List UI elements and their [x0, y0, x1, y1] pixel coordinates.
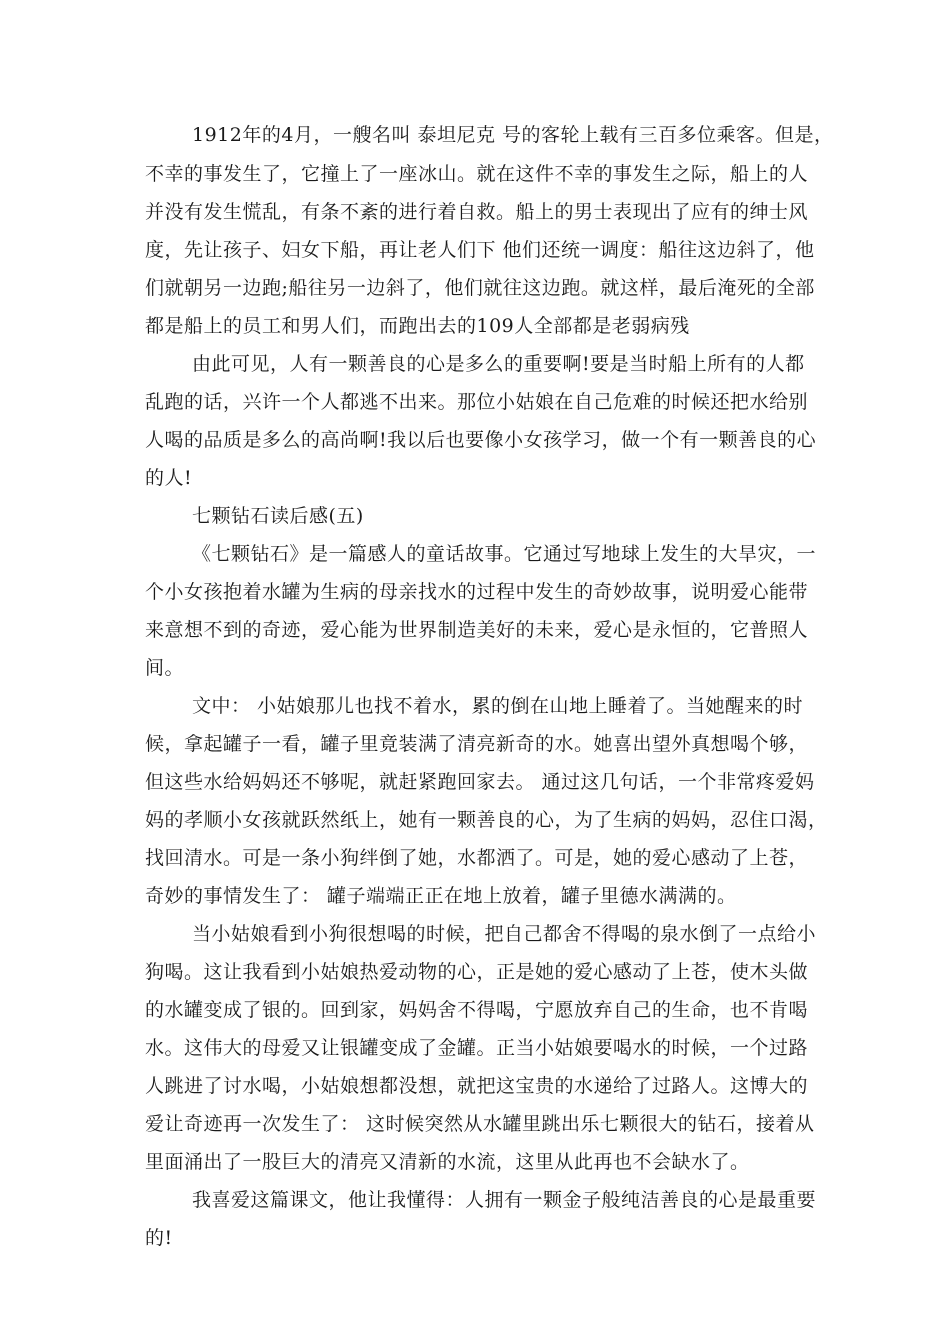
text-line: 《七颗钻石》是一篇感人的童话故事。它通过写地球上发生的大旱灾，一: [192, 543, 817, 565]
text-line: 来意想不到的奇迹，爱心能为世界制造美好的未来，爱心是永恒的，它普照人: [145, 619, 809, 641]
text-line: 间。: [145, 657, 185, 679]
text-line: 由此可见，人有一颗善良的心是多么的重要啊!要是当时船上所有的人都: [192, 353, 805, 375]
text-line: 乱跑的话，兴许一个人都逃不出来。那位小姑娘在自己危难的时候还把水给别: [145, 391, 809, 413]
text-line: 狗喝。这让我看到小姑娘热爱动物的心，正是她的爱心感动了上苍，使木头做: [145, 961, 809, 983]
text-line: 文中： 小姑娘那儿也找不着水，累的倒在山地上睡着了。当她醒来的时: [192, 695, 804, 717]
text-line: 并没有发生慌乱，有条不紊的进行着自救。船上的男士表现出了应有的绅士风: [145, 201, 809, 223]
text-line: 人喝的品质是多么的高尚啊!我以后也要像小女孩学习，做一个有一颗善良的心: [145, 429, 817, 451]
text-line: 爱让奇迹再一次发生了： 这时候突然从水罐里跳出乐七颗很大的钻石，接着从: [145, 1113, 815, 1135]
text-line: 里面涌出了一股巨大的清亮又清新的水流，这里从此再也不会缺水了。: [145, 1151, 750, 1173]
text-line: 不幸的事发生了，它撞上了一座冰山。就在这件不幸的事发生之际，船上的人: [145, 163, 809, 185]
text-line: 都是船上的员工和男人们，而跑出去的109人全部都是老弱病残: [145, 315, 690, 337]
text-line: 个小女孩抱着水罐为生病的母亲找水的过程中发生的奇妙故事，说明爱心能带: [145, 581, 809, 603]
text-line: 当小姑娘看到小狗很想喝的时候，把自己都舍不得喝的泉水倒了一点给小: [192, 923, 817, 945]
text-line: 妈的孝顺小女孩就跃然纸上，她有一颗善良的心，为了生病的妈妈，忍住口渴，: [145, 809, 828, 831]
text-line: 奇妙的事情发生了： 罐子端端正正在地上放着，罐子里德水满满的。: [145, 885, 737, 907]
text-line: 们就朝另一边跑;船往另一边斜了，他们就往这边跑。就这样，最后淹死的全部: [145, 277, 815, 299]
text-line: 但这些水给妈妈还不够呢，就赶紧跑回家去。 通过这几句话，一个非常疼爱妈: [145, 771, 815, 793]
text-line: 1912年的4月，一艘名叫 泰坦尼克 号的客轮上载有三百多位乘客。但是，: [192, 124, 834, 146]
text-line: 度，先让孩子、妇女下船，再让老人们下 他们还统一调度：船往这边斜了，他: [145, 239, 815, 261]
section-heading: 七颗钻石读后感(五): [192, 505, 364, 527]
text-line: 找回清水。可是一条小狗绊倒了她，水都洒了。可是，她的爱心感动了上苍，: [145, 847, 809, 869]
text-line: 候，拿起罐子一看，罐子里竟装满了清亮新奇的水。她喜出望外真想喝个够，: [145, 733, 809, 755]
text-line: 的人!: [145, 467, 193, 489]
text-line: 的!: [145, 1227, 173, 1249]
text-line: 的水罐变成了银的。回到家，妈妈舍不得喝，宁愿放弃自己的生命，也不肯喝: [145, 999, 809, 1021]
text-line: 人跳进了讨水喝，小姑娘想都没想，就把这宝贵的水递给了过路人。这博大的: [145, 1075, 809, 1097]
text-line: 我喜爱这篇课文，他让我懂得：人拥有一颗金子般纯洁善良的心是最重要: [192, 1189, 817, 1211]
text-line: 水。这伟大的母爱又让银罐变成了金罐。正当小姑娘要喝水的时候，一个过路: [145, 1037, 809, 1059]
